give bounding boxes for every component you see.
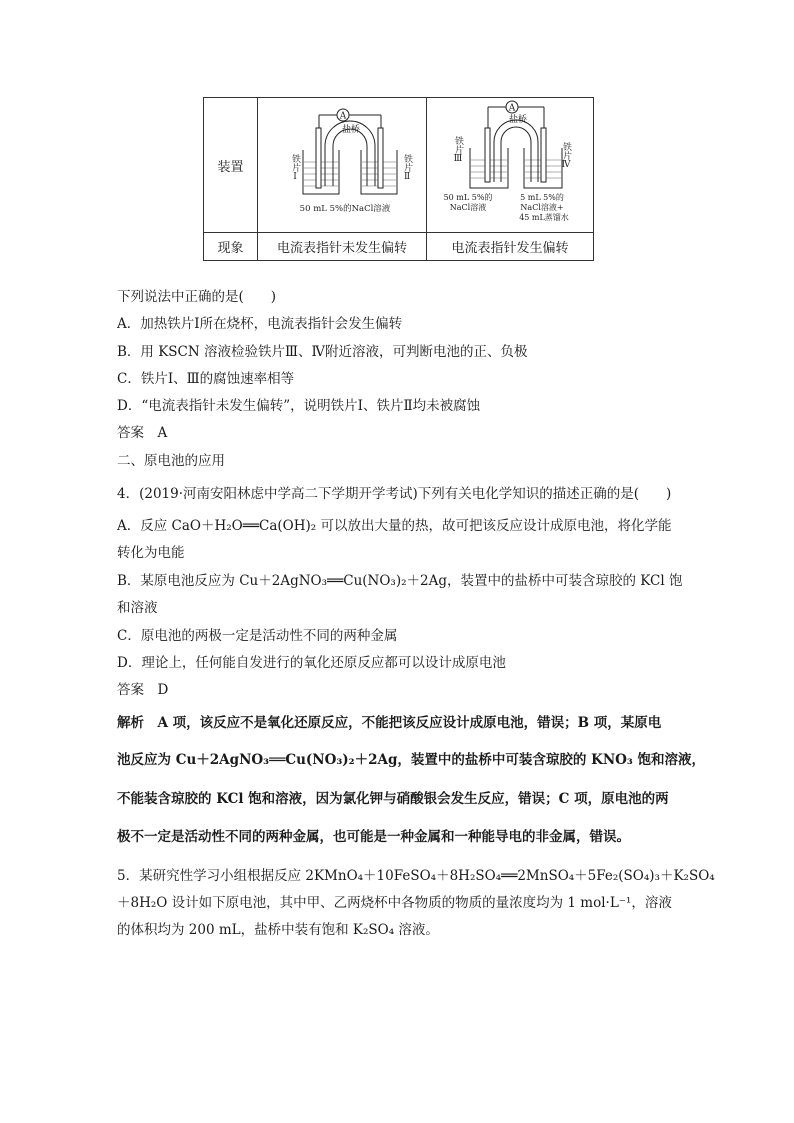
explanation-line: 不能装含琼胶的 KCl 饱和溶液，因为氯化钾与硝酸银会发生反应，错误；C 项，原电池的两 (117, 791, 669, 807)
option-d: D．“电流表指针未发生偏转”，说明铁片Ⅰ、铁片Ⅱ均未被腐蚀 (117, 398, 481, 414)
question-stem: 4．(2019·河南安阳林虑中学高二下学期开学考试)下列有关电化学知识的描述正确的是( ) (117, 486, 672, 502)
section-heading: 二、原电池的应用 (117, 453, 225, 469)
option-b: B．某原电池反应为 Cu＋2AgNO₃══Cu(NO₃)₂＋2Ag，装置中的盐桥中可装含琼胶的 KCl 饱 (117, 573, 683, 589)
question-stem: 下列说法中正确的是( ) (117, 289, 277, 305)
option-b: B．用 KSCN 溶液检验铁片Ⅲ、Ⅳ附近溶液，可判断电池的正、负极 (117, 344, 528, 360)
electrode-left (316, 128, 321, 188)
answer: 答案 D (117, 682, 169, 698)
question-stem-continued: 的体积均为 200 mL，盐桥中装有饱和 K₂SO₄ 溶液。 (117, 922, 439, 938)
salt-bridge-label: 盐桥 (341, 125, 361, 135)
option-a-continued: 转化为电能 (117, 545, 185, 561)
ammeter-label: A (508, 103, 516, 114)
option-b-continued: 和溶液 (117, 600, 158, 616)
right-electrode-label: 铁片Ⅳ (561, 142, 571, 170)
salt-bridge-label: 盐桥 (508, 115, 528, 125)
left-electrode-label: 铁片Ⅲ (453, 136, 463, 164)
observation-left: 电流表指针未发生偏转 (258, 233, 427, 261)
question-stem-continued: ＋8H₂O 设计如下原电池，其中甲、乙两烧杯中各物质的物质的量浓度均为 1 mol·L⁻¹，溶液 (117, 895, 672, 911)
right-solution-label: 5 mL 5%的 (520, 193, 564, 202)
electrode-left (485, 128, 490, 182)
option-c: C．铁片Ⅰ、Ⅲ的腐蚀速率相等 (117, 371, 295, 387)
electrode-right (541, 128, 546, 182)
explanation-line: 池反应为 Cu＋2AgNO₃══Cu(NO₃)₂＋2Ag，装置中的盐桥中可装含琼胶的 KNO₃ 饱和溶液， (117, 752, 706, 768)
device-figure-left (258, 98, 427, 233)
option-a: A．加热铁片Ⅰ所在烧杯，电流表指针会发生偏转 (117, 316, 403, 332)
ammeter-label: A (339, 111, 347, 122)
option-d: D．理论上，任何能自发进行的氧化还原反应都可以设计成原电池 (117, 655, 506, 671)
row-label-device: 装置 (204, 98, 258, 233)
right-solution-label: NaCl溶液+ (520, 203, 564, 212)
device-figure-right (427, 98, 594, 233)
galvanic-cell-diagram-left (259, 98, 425, 228)
left-electrode-label: 铁片Ⅰ (290, 154, 300, 182)
option-c: C．原电池的两极一定是活动性不同的两种金属 (117, 628, 398, 644)
explanation-line: 极不一定是活动性不同的两种金属，也可能是一种金属和一种能导电的非金属，错误。 (117, 829, 630, 845)
electrode-right (378, 128, 383, 188)
answer: 答案 A (117, 425, 168, 441)
observation-right: 电流表指针发生偏转 (427, 233, 594, 261)
experiment-table (203, 97, 594, 261)
right-solution-label: 45 mL蒸馏水 (519, 213, 569, 222)
question-stem: 5．某研究性学习小组根据反应 2KMnO₄＋10FeSO₄＋8H₂SO₄══2MnSO₄＋5Fe₂(SO₄)₃＋K₂SO₄ (117, 868, 715, 884)
row-label-phenomenon: 现象 (204, 233, 258, 261)
left-solution-label: 50 mL 5%的 (443, 193, 493, 202)
galvanic-cell-diagram-right (428, 98, 592, 228)
explanation-line: 解析 A 项，该反应不是氧化还原反应，不能把该反应设计成原电池，错误；B 项，某原电 (117, 715, 662, 731)
solution-label: 50 mL 5%的NaCl溶液 (299, 204, 391, 214)
option-a: A．反应 CaO＋H₂O══Ca(OH)₂ 可以放出大量的热，故可把该反应设计成原电池，将化学能 (117, 518, 672, 534)
right-electrode-label: 铁片Ⅱ (402, 154, 412, 182)
left-solution-label: NaCl溶液 (449, 203, 487, 212)
